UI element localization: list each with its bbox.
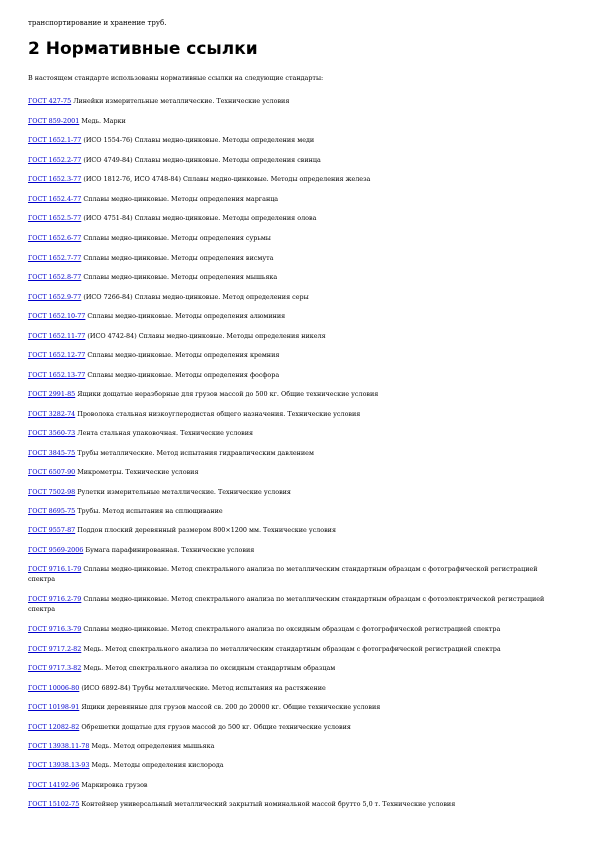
- reference-item: [28, 213, 563, 223]
- reference-link[interactable]: ГОСТ 7502-98: [28, 488, 76, 496]
- reference-item: [28, 135, 563, 145]
- reference-item: [28, 760, 563, 770]
- reference-link[interactable]: ГОСТ 13938.13-93: [28, 761, 90, 769]
- reference-title: Сплавы медно-цинковые. Методы определения сурьмы: [81, 234, 271, 242]
- reference-item: [28, 594, 563, 614]
- reference-title: Сплавы медно-цинковые. Методы определения алюминия: [85, 312, 286, 320]
- reference-link[interactable]: ГОСТ 9717.3-82: [28, 664, 82, 672]
- reference-title: Сплавы медно-цинковые. Метод спектрального анализа по оксидным образцам с фотографической регистрацией спектра: [81, 625, 501, 633]
- reference-title: Ящики дощатые неразборные для грузов массой до 500 кг. Общие технические условия: [75, 390, 379, 398]
- reference-item: [28, 545, 563, 555]
- reference-item: [28, 722, 563, 732]
- reference-link[interactable]: ГОСТ 1652.12-77: [28, 351, 86, 359]
- reference-title: Сплавы медно-цинковые. Метод спектрального анализа по металлическим стандартным образцам с фотографической регистрацией спектра: [28, 565, 538, 583]
- reference-title: Сплавы медно-цинковые. Методы определения мышьяка: [81, 273, 278, 281]
- reference-link[interactable]: ГОСТ 9717.2-82: [28, 645, 82, 653]
- reference-title: Медь. Методы определения кислорода: [89, 761, 224, 769]
- reference-item: [28, 155, 563, 165]
- reference-link[interactable]: ГОСТ 12082-82: [28, 723, 80, 731]
- reference-item: [28, 272, 563, 282]
- reference-item: [28, 702, 563, 712]
- reference-link[interactable]: ГОСТ 1652.13-77: [28, 371, 86, 379]
- reference-link[interactable]: ГОСТ 1652.9-77: [28, 293, 82, 301]
- reference-title: Сплавы медно-цинковые. Методы определения фосфора: [85, 371, 280, 379]
- reference-item: [28, 624, 563, 634]
- reference-item: [28, 311, 563, 321]
- reference-title: Сплавы медно-цинковые. Методы определения кремния: [85, 351, 280, 359]
- reference-link[interactable]: ГОСТ 9557-87: [28, 526, 76, 534]
- reference-title: Сплавы медно-цинковые. Метод спектрального анализа по металлическим стандартным образцам с фотоэлектрической регистрацией спектра: [28, 595, 545, 613]
- reference-title: Лента стальная упаковочная. Технические условия: [75, 429, 254, 437]
- reference-item: [28, 350, 563, 360]
- reference-item: [28, 741, 563, 751]
- reference-link[interactable]: ГОСТ 3282-74: [28, 410, 76, 418]
- reference-title: (ИСО 1812-76, ИСО 4748-84) Сплавы медно-цинковые. Методы определения железа: [81, 175, 371, 183]
- reference-title: Трубы металлические. Метод испытания гидравлическим давлением: [75, 449, 314, 457]
- reference-item: [28, 331, 563, 341]
- reference-title: Ящики деревянные для грузов массой св. 200 до 20000 кг. Общие технические условия: [79, 703, 381, 711]
- reference-item: [28, 467, 563, 477]
- reference-link[interactable]: ГОСТ 8695-75: [28, 507, 76, 515]
- reference-link[interactable]: ГОСТ 1652.11-77: [28, 332, 86, 340]
- reference-link[interactable]: ГОСТ 9716.2-79: [28, 595, 82, 603]
- reference-item: [28, 448, 563, 458]
- reference-item: [28, 389, 563, 399]
- reference-title: (ИСО 7266-84) Сплавы медно-цинковые. Метод определения серы: [81, 293, 309, 301]
- reference-title: Бумага парафинированная. Технические условия: [83, 546, 255, 554]
- reference-item: [28, 487, 563, 497]
- reference-title: Трубы. Метод испытания на сплющивание: [75, 507, 223, 515]
- reference-link[interactable]: ГОСТ 9569-2006: [28, 546, 84, 554]
- reference-title: (ИСО 4749-84) Сплавы медно-цинковые. Методы определения свинца: [81, 156, 321, 164]
- reference-item: [28, 233, 563, 243]
- lead-text: транспортирование и хранение труб.: [28, 19, 167, 27]
- reference-link[interactable]: ГОСТ 1652.5-77: [28, 214, 82, 222]
- reference-item: [28, 663, 563, 673]
- reference-title: Медь. Метод спектрального анализа по оксидным стандартным образцам: [81, 664, 336, 672]
- reference-title: Обрешетки дощатые для грузов массой до 500 кг. Общие технические условия: [79, 723, 351, 731]
- reference-item: [28, 409, 563, 419]
- reference-link[interactable]: ГОСТ 859-2001: [28, 117, 80, 125]
- reference-link[interactable]: ГОСТ 13938.11-78: [28, 742, 90, 750]
- reference-link[interactable]: ГОСТ 10006-80: [28, 684, 80, 692]
- reference-item: [28, 116, 563, 126]
- reference-link[interactable]: ГОСТ 427-75: [28, 97, 72, 105]
- reference-link[interactable]: ГОСТ 2991-85: [28, 390, 76, 398]
- section-title: 2 Нормативные ссылки: [28, 39, 258, 59]
- reference-title: Сплавы медно-цинковые. Методы определения висмута: [81, 254, 274, 262]
- reference-link[interactable]: ГОСТ 1652.2-77: [28, 156, 82, 164]
- reference-title: (ИСО 4742-84) Сплавы медно-цинковые. Методы определения никеля: [85, 332, 326, 340]
- reference-title: Проволока стальная низкоуглеродистая общего назначения. Технические условия: [75, 410, 361, 418]
- reference-item: [28, 174, 563, 184]
- reference-link[interactable]: ГОСТ 1652.1-77: [28, 136, 82, 144]
- reference-link[interactable]: ГОСТ 6507-90: [28, 468, 76, 476]
- reference-link[interactable]: ГОСТ 3560-73: [28, 429, 76, 437]
- reference-link[interactable]: ГОСТ 1652.8-77: [28, 273, 82, 281]
- reference-link[interactable]: ГОСТ 9716.3-79: [28, 625, 82, 633]
- reference-item: [28, 253, 563, 263]
- reference-item: [28, 370, 563, 380]
- reference-link[interactable]: ГОСТ 15102-75: [28, 800, 80, 808]
- reference-link[interactable]: ГОСТ 1652.7-77: [28, 254, 82, 262]
- reference-item: [28, 194, 563, 204]
- reference-title: Микрометры. Технические условия: [75, 468, 199, 476]
- reference-item: [28, 799, 563, 809]
- reference-title: Медь. Метод определения мышьяка: [89, 742, 215, 750]
- reference-item: [28, 525, 563, 535]
- reference-link[interactable]: ГОСТ 1652.6-77: [28, 234, 82, 242]
- reference-item: [28, 96, 563, 106]
- intro-text: В настоящем стандарте использованы нормативные ссылки на следующие стандарты:: [28, 74, 324, 82]
- reference-link[interactable]: ГОСТ 1652.3-77: [28, 175, 82, 183]
- reference-item: [28, 428, 563, 438]
- reference-title: Медь. Метод спектрального анализа по металлическим стандартным образцам с фотографической регистрацией спектра: [81, 645, 501, 653]
- reference-title: (ИСО 6892-84) Трубы металлические. Метод испытания на растяжение: [79, 684, 326, 692]
- reference-item: [28, 292, 563, 302]
- reference-item: [28, 644, 563, 654]
- reference-title: (ИСО 1554-76) Сплавы медно-цинковые. Методы определения меди: [81, 136, 315, 144]
- reference-title: Медь. Марки: [79, 117, 126, 125]
- reference-title: (ИСО 4751-84) Сплавы медно-цинковые. Методы определения олова: [81, 214, 317, 222]
- reference-item: [28, 564, 563, 584]
- reference-title: Маркировка грузов: [79, 781, 148, 789]
- reference-link[interactable]: ГОСТ 1652.10-77: [28, 312, 86, 320]
- reference-title: Поддон плоский деревянный размером 800×1200 мм. Технические условия: [75, 526, 336, 534]
- reference-link[interactable]: ГОСТ 10198-91: [28, 703, 80, 711]
- reference-title: Линейки измерительные металлические. Технические условия: [71, 97, 290, 105]
- reference-title: Сплавы медно-цинковые. Методы определения марганца: [81, 195, 279, 203]
- reference-link[interactable]: ГОСТ 1652.4-77: [28, 195, 82, 203]
- reference-title: Рулетки измерительные металлические. Технические условия: [75, 488, 291, 496]
- reference-link[interactable]: ГОСТ 9716.1-79: [28, 565, 82, 573]
- reference-item: [28, 683, 563, 693]
- reference-title: Контейнер универсальный металлический закрытый номинальной массой брутто 5,0 т. Технические условия: [79, 800, 456, 808]
- reference-link[interactable]: ГОСТ 3845-75: [28, 449, 76, 457]
- reference-item: [28, 780, 563, 790]
- reference-link[interactable]: ГОСТ 14192-96: [28, 781, 80, 789]
- reference-item: [28, 506, 563, 516]
